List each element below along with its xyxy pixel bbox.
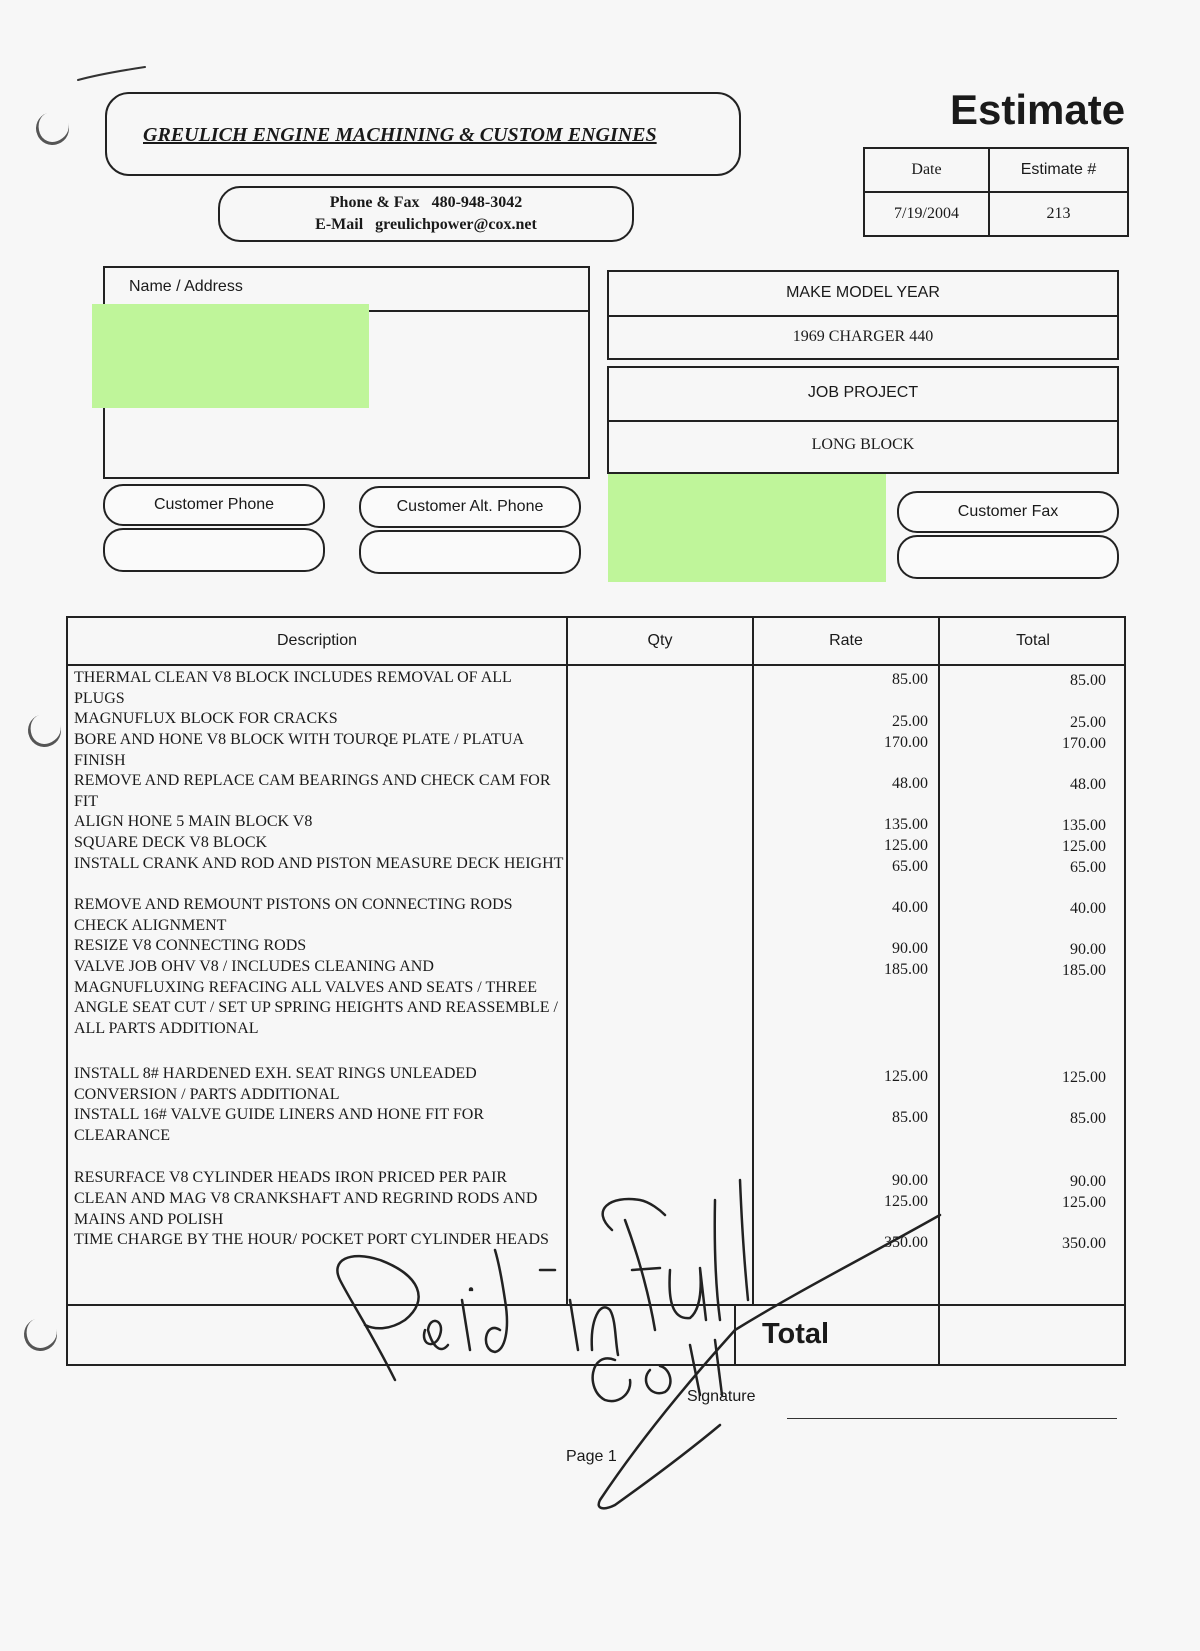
item-description: INSTALL 8# HARDENED EXH. SEAT RINGS UNLEADED CONVERSION / PARTS ADDITIONAL — [74, 1065, 477, 1103]
item-total: 85.00 — [1070, 1110, 1106, 1127]
item-rate: 90.00 — [892, 940, 928, 957]
item-rate: 85.00 — [892, 671, 928, 688]
punch-hole-mark — [23, 709, 65, 751]
signature-line — [787, 1418, 1117, 1419]
column-header-total: Total — [1016, 632, 1050, 649]
item-description: MAGNUFLUX BLOCK FOR CRACKS — [74, 710, 338, 727]
date-label: Date — [911, 161, 942, 178]
item-description: INSTALL CRANK AND ROD AND PISTON MEASURE DECK HEIGHT — [74, 855, 564, 872]
customer-fax-field — [897, 535, 1119, 579]
item-description: CLEAN AND MAG V8 CRANKSHAFT AND REGRIND RODS AND MAINS AND POLISH — [74, 1190, 538, 1228]
item-total: 25.00 — [1070, 714, 1106, 731]
item-total: 85.00 — [1070, 672, 1106, 689]
item-description: BORE AND HONE V8 BLOCK WITH TOURQE PLATE / PLATUA FINISH — [74, 731, 524, 769]
estimate-info-table — [863, 147, 1129, 237]
email-value: greulichpower@cox.net — [375, 216, 537, 233]
item-total: 40.00 — [1070, 900, 1106, 917]
item-rate: 90.00 — [892, 1172, 928, 1189]
item-rate: 125.00 — [884, 1193, 928, 1210]
customer-alt-phone-label: Customer Alt. Phone — [359, 486, 581, 528]
date-value: 7/19/2004 — [894, 205, 959, 222]
item-total: 125.00 — [1062, 838, 1106, 855]
phone-line — [220, 192, 632, 214]
punch-hole-mark — [19, 1313, 61, 1355]
item-total: 135.00 — [1062, 817, 1106, 834]
item-description: SQUARE DECK V8 BLOCK — [74, 834, 268, 851]
name-address-label: Name / Address — [129, 278, 243, 295]
signature-label: Signature — [687, 1388, 756, 1405]
item-rate: 135.00 — [884, 816, 928, 833]
make-model-year-label: MAKE MODEL YEAR — [786, 284, 940, 301]
item-total: 125.00 — [1062, 1194, 1106, 1211]
item-description: ALIGN HONE 5 MAIN BLOCK V8 — [74, 813, 313, 830]
item-total: 125.00 — [1062, 1069, 1106, 1086]
items-table — [66, 616, 1126, 1366]
customer-phone-field — [103, 528, 325, 572]
punch-hole-mark — [31, 107, 73, 149]
item-rate: 125.00 — [884, 837, 928, 854]
item-rate: 125.00 — [884, 1068, 928, 1085]
contact-box — [218, 186, 634, 242]
item-total: 350.00 — [1062, 1235, 1106, 1252]
item-description: THERMAL CLEAN V8 BLOCK INCLUDES REMOVAL OF ALL PLUGS — [74, 669, 512, 707]
page-number: Page 1 — [566, 1448, 617, 1465]
column-header-rate: Rate — [829, 632, 863, 649]
item-total: 90.00 — [1070, 941, 1106, 958]
document-title: Estimate — [950, 86, 1126, 133]
item-total: 65.00 — [1070, 859, 1106, 876]
item-description: TIME CHARGE BY THE HOUR/ POCKET PORT CYLINDER HEADS — [74, 1231, 549, 1248]
item-description: INSTALL 16# VALVE GUIDE LINERS AND HONE FIT FOR CLEARANCE — [74, 1106, 484, 1144]
email-label: E-Mail — [315, 216, 364, 233]
item-rate: 85.00 — [892, 1109, 928, 1126]
item-description: VALVE JOB OHV V8 / INCLUDES CLEANING AND MAGNUFLUXING REFACING ALL VALVES AND SEATS / THREE ANGLE SEAT CUT / SET UP SPRING HEIGHTS AND REASSEMBLE / ALL PARTS ADDITIONAL — [74, 958, 558, 1037]
item-total: 185.00 — [1062, 962, 1106, 979]
company-name: GREULICH ENGINE MACHINING & CUSTOM ENGINES — [143, 124, 657, 146]
column-header-qty: Qty — [647, 632, 673, 649]
item-total: 90.00 — [1070, 1173, 1106, 1190]
customer-phone-label: Customer Phone — [103, 484, 325, 526]
estimate-number-value: 213 — [1046, 205, 1071, 222]
item-description: REMOVE AND REPLACE CAM BEARINGS AND CHECK CAM FOR FIT — [74, 772, 551, 810]
item-rate: 40.00 — [892, 899, 928, 916]
customer-alt-phone-field — [359, 530, 581, 574]
customer-fax-label: Customer Fax — [897, 491, 1119, 533]
job-project-label: JOB PROJECT — [807, 384, 919, 401]
item-rate: 185.00 — [884, 961, 928, 978]
item-total: 48.00 — [1070, 776, 1106, 793]
phone-value: 480-948-3042 — [431, 194, 523, 211]
item-description: RESIZE V8 CONNECTING RODS — [74, 937, 307, 954]
make-model-year-box — [607, 270, 1119, 360]
item-description: REMOVE AND REMOUNT PISTONS ON CONNECTING RODS CHECK ALIGNMENT — [74, 896, 513, 934]
redacted-name-address — [92, 304, 369, 408]
job-project-value: LONG BLOCK — [811, 436, 915, 453]
item-rate: 25.00 — [892, 713, 928, 730]
grand-total-label: Total — [762, 1318, 830, 1350]
estimate-number-label: Estimate # — [1020, 161, 1097, 178]
job-project-box — [607, 366, 1119, 474]
item-rate: 65.00 — [892, 858, 928, 875]
item-rate: 170.00 — [884, 734, 928, 751]
redacted-customer-field — [608, 474, 886, 582]
item-rate: 350.00 — [884, 1234, 928, 1251]
item-description: RESURFACE V8 CYLINDER HEADS IRON PRICED PER PAIR — [74, 1169, 508, 1186]
company-name-box — [105, 92, 741, 176]
make-model-year-value: 1969 CHARGER 440 — [792, 328, 934, 345]
column-header-description: Description — [276, 632, 358, 649]
item-rate: 48.00 — [892, 775, 928, 792]
phone-label: Phone & Fax — [329, 194, 420, 211]
item-total: 170.00 — [1062, 735, 1106, 752]
email-line — [220, 214, 632, 236]
